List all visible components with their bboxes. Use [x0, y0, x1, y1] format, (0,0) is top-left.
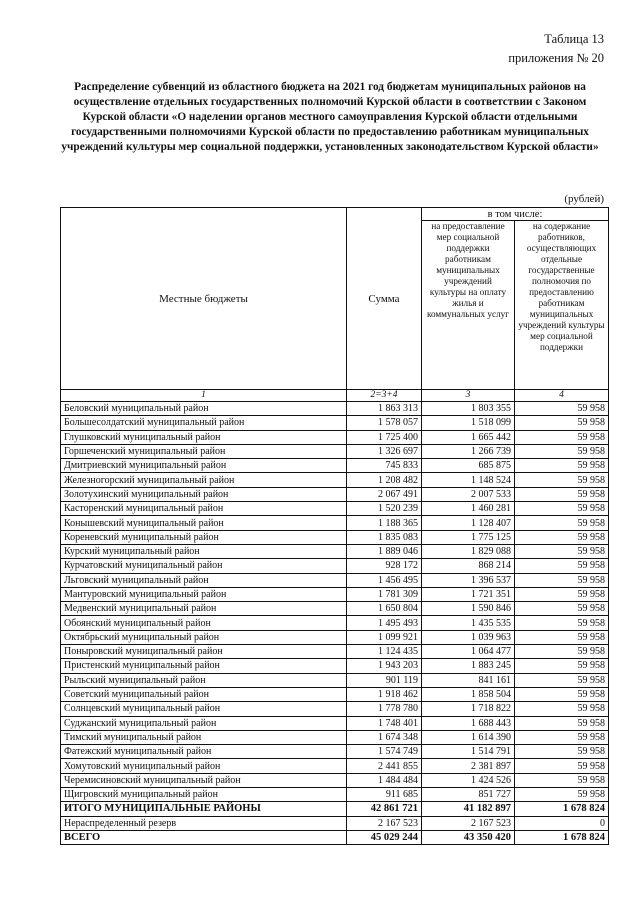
table-row	[61, 630, 609, 644]
staff-cell: 1 678 824	[515, 802, 609, 816]
row-label: Горшеченский муниципальный район	[61, 444, 347, 458]
document-header	[508, 30, 604, 68]
table-row	[61, 716, 609, 730]
index-cell: 4	[515, 390, 609, 402]
row-label: Октябрьский муниципальный район	[61, 630, 347, 644]
row-label: Дмитриевский муниципальный район	[61, 459, 347, 473]
sum-cell: 1 725 400	[347, 430, 422, 444]
grand-total-row	[61, 830, 609, 844]
table-row	[61, 745, 609, 759]
housing-cell: 685 875	[422, 459, 515, 473]
table-row	[61, 788, 609, 802]
staff-cell: 59 958	[515, 544, 609, 558]
table-row	[61, 759, 609, 773]
housing-cell: 2 381 897	[422, 759, 515, 773]
sum-cell: 1 456 495	[347, 573, 422, 587]
housing-cell: 1 460 281	[422, 502, 515, 516]
sum-cell: 45 029 244	[347, 830, 422, 844]
document-title: Распределение субвенций из областного бюджета на 2021 год бюджетам муниципальных районов на осуществление отдельных государственных полномочий Курской области в соответствии с Законом Курской области «О наделении органов местного самоуправления Курской области отдельными государственными полномочиями Курской области по предоставлению работникам муниципальных учреждений культуры мер социальной поддержки, установленных законодательством Курской области»	[61, 81, 599, 153]
sum-cell: 1 781 309	[347, 587, 422, 601]
staff-cell: 59 958	[515, 559, 609, 573]
total-districts-row	[61, 802, 609, 816]
sum-cell: 1 863 313	[347, 402, 422, 416]
sum-cell: 1 918 462	[347, 687, 422, 701]
sum-cell: 1 484 484	[347, 773, 422, 787]
table-row	[61, 402, 609, 416]
sum-cell: 1 574 749	[347, 745, 422, 759]
sum-cell: 1 943 203	[347, 659, 422, 673]
staff-cell: 59 958	[515, 459, 609, 473]
table-row	[61, 559, 609, 573]
housing-cell: 1 775 125	[422, 530, 515, 544]
sum-cell: 1 208 482	[347, 473, 422, 487]
subsidy-table	[60, 207, 609, 845]
row-label: Советский муниципальный район	[61, 687, 347, 701]
staff-cell: 59 958	[515, 687, 609, 701]
index-cell: 2=3+4	[347, 390, 422, 402]
staff-cell: 59 958	[515, 473, 609, 487]
sum-cell: 1 778 780	[347, 702, 422, 716]
row-label: Льговский муниципальный район	[61, 573, 347, 587]
reserve-row	[61, 816, 609, 830]
staff-cell: 59 958	[515, 402, 609, 416]
sum-cell: 928 172	[347, 559, 422, 573]
housing-cell: 1 883 245	[422, 659, 515, 673]
housing-cell: 1 396 537	[422, 573, 515, 587]
housing-cell: 1 128 407	[422, 516, 515, 530]
staff-cell: 59 958	[515, 416, 609, 430]
row-label: Большесолдатский муниципальный район	[61, 416, 347, 430]
staff-cell: 59 958	[515, 502, 609, 516]
table-row	[61, 502, 609, 516]
table-row	[61, 487, 609, 501]
sum-cell: 1 650 804	[347, 602, 422, 616]
table-row	[61, 673, 609, 687]
row-label: Тимский муниципальный район	[61, 730, 347, 744]
row-label: Хомутовский муниципальный район	[61, 759, 347, 773]
table-row	[61, 616, 609, 630]
staff-cell: 0	[515, 816, 609, 830]
row-label: Обоянский муниципальный район	[61, 616, 347, 630]
sum-cell: 1 099 921	[347, 630, 422, 644]
header-housing-support: на предоставление мер социальной поддержки работникам муниципальных учреждений культуры на оплату жилья и коммунальных услуг	[422, 221, 515, 390]
sum-cell: 1 495 493	[347, 616, 422, 630]
table-row	[61, 687, 609, 701]
row-label: Щигровский муниципальный район	[61, 788, 347, 802]
housing-cell: 41 182 897	[422, 802, 515, 816]
header-including: в том числе:	[422, 208, 609, 221]
staff-cell: 59 958	[515, 759, 609, 773]
staff-cell: 59 958	[515, 716, 609, 730]
row-label: Черемисиновский муниципальный район	[61, 773, 347, 787]
row-label: Медвенский муниципальный район	[61, 602, 347, 616]
housing-cell: 1 518 099	[422, 416, 515, 430]
sum-cell: 1 124 435	[347, 645, 422, 659]
staff-cell: 59 958	[515, 602, 609, 616]
staff-cell: 59 958	[515, 645, 609, 659]
row-label: Курский муниципальный район	[61, 544, 347, 558]
table-row	[61, 516, 609, 530]
district-rows	[61, 402, 609, 802]
housing-cell: 1 721 351	[422, 587, 515, 601]
row-label: Солнцевский муниципальный район	[61, 702, 347, 716]
header-sum: Сумма	[347, 208, 422, 390]
row-label: Глушковский муниципальный район	[61, 430, 347, 444]
housing-cell: 2 167 523	[422, 816, 515, 830]
table-row	[61, 773, 609, 787]
staff-cell: 59 958	[515, 673, 609, 687]
staff-cell: 59 958	[515, 430, 609, 444]
row-label: Железногорский муниципальный район	[61, 473, 347, 487]
row-label: Рыльский муниципальный район	[61, 673, 347, 687]
sum-cell: 911 685	[347, 788, 422, 802]
housing-cell: 1 858 504	[422, 687, 515, 701]
staff-cell: 1 678 824	[515, 830, 609, 844]
table-row	[61, 602, 609, 616]
row-label: Беловский муниципальный район	[61, 402, 347, 416]
sum-cell: 1 188 365	[347, 516, 422, 530]
index-cell: 1	[61, 390, 347, 402]
sum-cell: 2 067 491	[347, 487, 422, 501]
table-row	[61, 730, 609, 744]
row-label: Поныровский муниципальный район	[61, 645, 347, 659]
table-number: Таблица 13	[544, 32, 604, 46]
row-label: Пристенский муниципальный район	[61, 659, 347, 673]
sum-cell: 1 674 348	[347, 730, 422, 744]
row-label: Золотухинский муниципальный район	[61, 487, 347, 501]
sum-cell: 1 326 697	[347, 444, 422, 458]
housing-cell: 1 266 739	[422, 444, 515, 458]
staff-cell: 59 958	[515, 587, 609, 601]
housing-cell: 1 614 390	[422, 730, 515, 744]
table-row	[61, 659, 609, 673]
staff-cell: 59 958	[515, 788, 609, 802]
row-label: Курчатовский муниципальный район	[61, 559, 347, 573]
staff-cell: 59 958	[515, 530, 609, 544]
sum-cell: 42 861 721	[347, 802, 422, 816]
sum-cell: 745 833	[347, 459, 422, 473]
row-label: Конышевский муниципальный район	[61, 516, 347, 530]
sum-cell: 2 441 855	[347, 759, 422, 773]
housing-cell: 1 718 822	[422, 702, 515, 716]
staff-cell: 59 958	[515, 616, 609, 630]
units-label: (рублей)	[564, 193, 604, 205]
staff-cell: 59 958	[515, 444, 609, 458]
housing-cell: 43 350 420	[422, 830, 515, 844]
staff-cell: 59 958	[515, 516, 609, 530]
index-cell: 3	[422, 390, 515, 402]
header-budgets: Местные бюджеты	[61, 208, 347, 390]
staff-cell: 59 958	[515, 730, 609, 744]
row-label: Фатежский муниципальный район	[61, 745, 347, 759]
sum-cell: 2 167 523	[347, 816, 422, 830]
row-label: ИТОГО МУНИЦИПАЛЬНЫЕ РАЙОНЫ	[61, 802, 347, 816]
housing-cell: 1 829 088	[422, 544, 515, 558]
table-row	[61, 444, 609, 458]
table-row	[61, 645, 609, 659]
housing-cell: 1 665 442	[422, 430, 515, 444]
sum-cell: 1 889 046	[347, 544, 422, 558]
housing-cell: 1 590 846	[422, 602, 515, 616]
housing-cell: 1 064 477	[422, 645, 515, 659]
staff-cell: 59 958	[515, 702, 609, 716]
staff-cell: 59 958	[515, 630, 609, 644]
table-row	[61, 530, 609, 544]
housing-cell: 1 435 535	[422, 616, 515, 630]
housing-cell: 841 161	[422, 673, 515, 687]
sum-cell: 1 520 239	[347, 502, 422, 516]
row-label: ВСЕГО	[61, 830, 347, 844]
appendix-number: приложения № 20	[508, 51, 604, 65]
row-label: Нераспределенный резерв	[61, 816, 347, 830]
row-label: Касторенский муниципальный район	[61, 502, 347, 516]
table-row	[61, 573, 609, 587]
header-staff-maintenance: на содержание работников, осуществляющих отдельные государственные полномочия по предоставлению работникам муниципальных учреждений культуры мер социальной поддержки	[515, 221, 609, 390]
table-row	[61, 544, 609, 558]
row-label: Суджанский муниципальный район	[61, 716, 347, 730]
table-row	[61, 473, 609, 487]
housing-cell: 1 039 963	[422, 630, 515, 644]
housing-cell: 1 803 355	[422, 402, 515, 416]
sum-cell: 1 748 401	[347, 716, 422, 730]
sum-cell: 1 578 057	[347, 416, 422, 430]
staff-cell: 59 958	[515, 573, 609, 587]
table-row	[61, 459, 609, 473]
housing-cell: 851 727	[422, 788, 515, 802]
housing-cell: 1 688 443	[422, 716, 515, 730]
housing-cell: 1 148 524	[422, 473, 515, 487]
staff-cell: 59 958	[515, 659, 609, 673]
sum-cell: 1 835 083	[347, 530, 422, 544]
sum-cell: 901 119	[347, 673, 422, 687]
housing-cell: 868 214	[422, 559, 515, 573]
row-label: Мантуровский муниципальный район	[61, 587, 347, 601]
staff-cell: 59 958	[515, 773, 609, 787]
table-row	[61, 702, 609, 716]
staff-cell: 59 958	[515, 745, 609, 759]
table-row	[61, 416, 609, 430]
table-row	[61, 430, 609, 444]
housing-cell: 2 007 533	[422, 487, 515, 501]
row-label: Кореневский муниципальный район	[61, 530, 347, 544]
table-row	[61, 587, 609, 601]
housing-cell: 1 424 526	[422, 773, 515, 787]
housing-cell: 1 514 791	[422, 745, 515, 759]
staff-cell: 59 958	[515, 487, 609, 501]
